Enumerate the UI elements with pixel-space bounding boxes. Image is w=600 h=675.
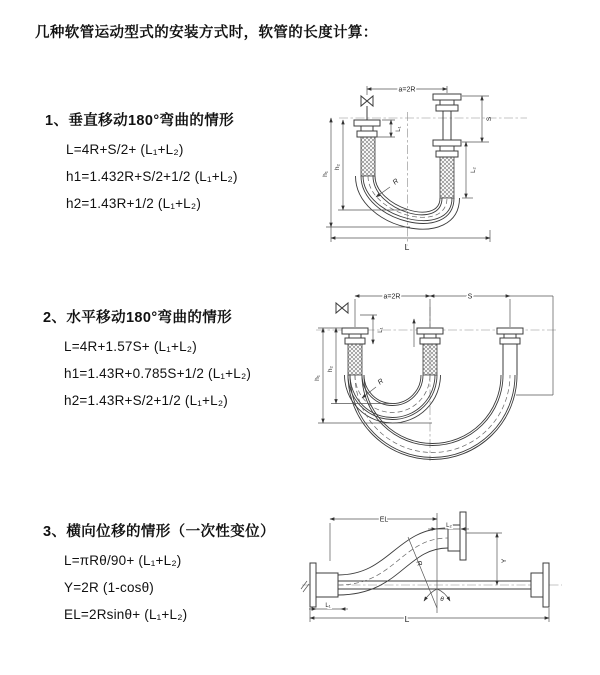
centerline xyxy=(301,581,562,592)
section-heading: 1、垂直移动180°弯曲的情形 xyxy=(45,113,235,129)
dim-label-s: S xyxy=(467,293,473,301)
formula-line: EL=2Rsinθ+ (L₁+L₂) xyxy=(64,607,188,622)
dim-label-l1: L₁ xyxy=(325,603,331,609)
diagram-lateral-displacement xyxy=(300,505,600,653)
page-title: 几种软管运动型式的安装方式时，软管的长度计算： xyxy=(35,25,378,41)
formula-line: h1=1.432R+S/2+1/2 (L₁+L₂) xyxy=(66,169,238,184)
dim-label-h2: h₂ xyxy=(327,365,334,373)
middle-flange xyxy=(417,328,443,375)
u-bend-hose-moved xyxy=(348,375,517,460)
formula-line: h2=1.43R+S/2+1/2 (L₁+L₂) xyxy=(64,393,228,408)
formula-line: h1=1.43R+0.785S+1/2 (L₁+L₂) xyxy=(64,366,252,381)
section-horizontal-bend xyxy=(43,306,251,408)
section-vertical-bend xyxy=(45,109,238,211)
valve-icon xyxy=(336,303,348,313)
lower-right-flange-initial xyxy=(531,563,549,607)
section-heading: 2、水平移动180°弯曲的情形 xyxy=(43,310,233,326)
upper-right-flange-moved xyxy=(448,512,466,560)
dimension-a xyxy=(355,294,510,328)
left-hose-braid xyxy=(361,137,375,176)
dimension-L xyxy=(331,227,490,252)
left-flange xyxy=(342,328,368,375)
dim-label-l1: L₁ xyxy=(396,126,402,132)
dimension-L xyxy=(310,608,549,624)
dim-label-a: a=2R xyxy=(398,86,416,94)
formula-line: L=4R+S/2+ (L₁+L₂) xyxy=(66,142,184,157)
radius-label: R xyxy=(414,559,423,568)
diagram-horizontal-bend xyxy=(310,283,562,465)
dim-label-a: a=2R xyxy=(383,293,401,301)
radius-label: R xyxy=(376,377,386,387)
dim-label-h1: h₁ xyxy=(322,171,329,177)
dimension-s xyxy=(462,96,493,142)
formula-line: Y=2R (1-cosθ) xyxy=(64,580,155,595)
section-lateral-displacement xyxy=(43,520,275,622)
dimension-l2 xyxy=(462,142,477,198)
formula-line: L=4R+1.57S+ (L₁+L₂) xyxy=(64,339,197,354)
right-fitting xyxy=(433,94,461,198)
left-flange xyxy=(310,563,338,607)
dim-label-h1: h₁ xyxy=(314,375,321,381)
dim-label-l2: L₂ xyxy=(446,523,452,529)
formula-line: h2=1.43R+1/2 (L₁+L₂) xyxy=(66,196,202,211)
dim-label-L: L xyxy=(404,614,410,624)
dimension-s xyxy=(430,294,553,396)
right-flange-moved-position xyxy=(497,328,523,375)
diagram-vertical-bend xyxy=(315,70,545,256)
dim-label-y: Y xyxy=(501,558,508,564)
radius-label: R xyxy=(391,177,401,187)
dim-label-el: EL xyxy=(379,516,389,524)
radius-construction xyxy=(408,513,437,613)
formula-line: L=πRθ/90+ (L₁+L₂) xyxy=(64,553,182,568)
dim-label-l2: L₂ xyxy=(471,167,477,173)
dim-label-h2: h₂ xyxy=(334,163,341,171)
dimension-y xyxy=(466,533,508,585)
left-flange xyxy=(354,120,380,137)
section-heading: 3、横向位移的情形（一次性变位） xyxy=(43,524,275,540)
radius-callout xyxy=(376,178,400,197)
angle-label: θ xyxy=(440,596,444,603)
dimension-el xyxy=(330,517,437,562)
dim-label-l1: L₁ xyxy=(378,327,384,333)
dim-label-L: L xyxy=(404,242,410,252)
valve-icon xyxy=(361,96,373,120)
dim-label-s: S xyxy=(486,116,493,122)
